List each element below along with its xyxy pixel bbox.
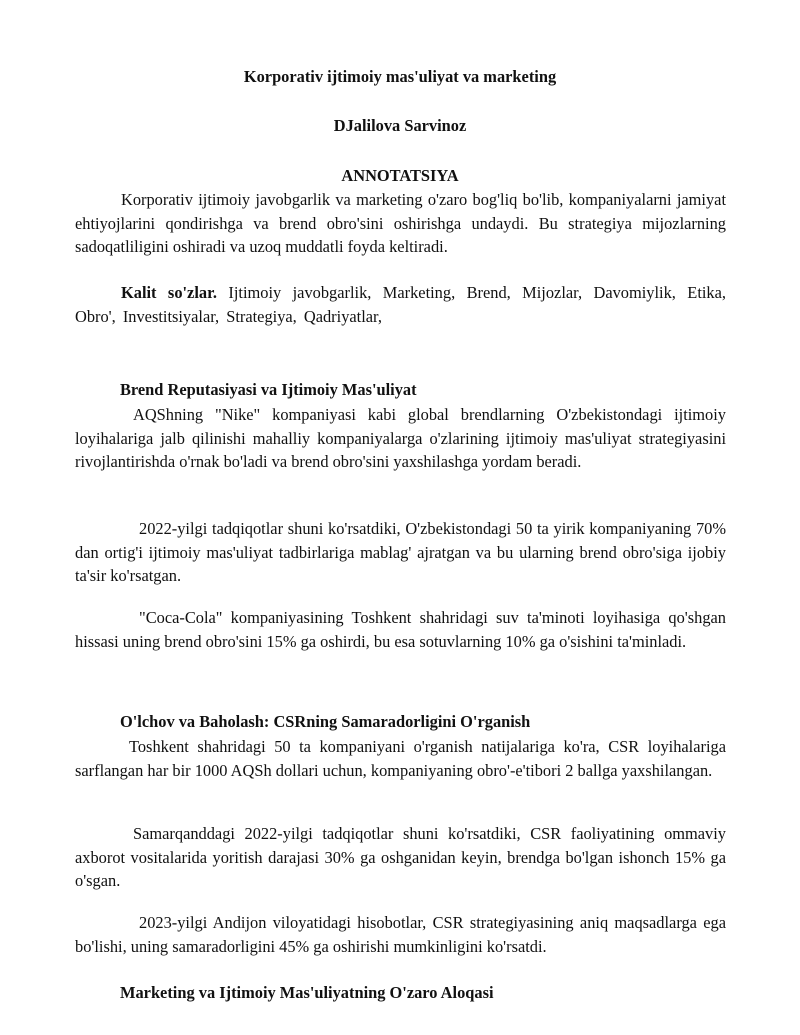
keywords-paragraph [75,281,726,328]
paragraph-text: "Coca-Cola" kompaniyasining Toshkent shahridagi suv ta'minoti loyihasiga qo'shgan hissasi uning brend obro'sini 15% ga oshirdi, bu esa sotuvlarning 10% ga o'sishini ta'minladi. [75,608,726,651]
paragraph-text: Samarqanddagi 2022-yilgi tadqiqotlar shuni ko'rsatdiki, CSR faoliyatining ommaviy axborot vositalarida yoritish darajasi 30% ga oshganidan keyin, brendga bo'lgan ishonch 15% ga o'sgan. [75,824,726,891]
paragraph-text: AQShning "Nike" kompaniyasi kabi global brendlarning O'zbekistondagi ijtimoiy loyihalariga jalb qilinishi mahalliy kompaniyalarga o'zlarining ijtimoiy mas'uliyat strategiyasini rivojlantirishda o'rnak bo'ladi va brend obro'sini yaxshilashga yordam beradi. [75,405,726,472]
paragraph-text: 2022-yilgi tadqiqotlar shuni ko'rsatdiki, O'zbekistondagi 50 ta yirik kompaniyaning 70% dan ortig'i ijtimoiy mas'uliyat tadbirlariga mablag' ajratgan va bu ularning brend obro'siga ijobiy ta'sir ko'rsatgan. [75,519,726,586]
section-heading: Brend Reputasiyasi va Ijtimoiy Mas'uliyat [120,380,417,399]
section-paragraph [75,517,726,588]
keywords-text: Ijtimoiy javobgarlik, Marketing, Brend, Mijozlar, Davomiylik, Etika, Obro', Investitsiyalar, Strategiya, Qadriyatlar, [75,283,726,326]
section-heading: Marketing va Ijtimoiy Mas'uliyatning O'zaro Aloqasi [120,983,494,1002]
annotation-heading: ANNOTATSIYA [341,166,459,185]
keywords-block [75,281,726,328]
paragraph-text: 2023-yilgi Andijon viloyatidagi hisobotlar, CSR strategiyasining aniq maqsadlarga ega bo'lishi, uning samaradorligini 45% ga oshirishi mumkinligini ko'rsatdi. [75,913,726,956]
section-heading: O'lchov va Baholash: CSRning Samaradorligini O'rganish [120,712,531,731]
paragraph-text: Toshkent shahridagi 50 ta kompaniyani o'rganish natijalariga ko'ra, CSR loyihalariga sarflangan har bir 1000 AQSh dollari uchun, kompaniyaning obro'-e'tibori 2 ballga yaxshilangan. [75,737,726,780]
annotation-block [75,188,726,259]
keywords-label: Kalit so'zlar. [121,283,217,302]
section-paragraph [75,911,726,958]
paper-title: Korporativ ijtimoiy mas'uliyat va marketing [243,67,557,86]
paper-author: DJalilova Sarvinoz [333,116,467,135]
section-paragraph [75,822,726,893]
section-paragraph [75,403,726,474]
section-paragraph [75,606,726,653]
section-paragraph [75,735,726,782]
annotation-text: Korporativ ijtimoiy javobgarlik va marketing o'zaro bog'liq bo'lib, kompaniyalarni jamiyat ehtiyojlarini qondirishga va brend obro'sini oshirishga undaydi. Bu strategiya mijozlarning sadoqatliligini oshiradi va uzoq muddatli foyda keltiradi. [75,190,726,257]
